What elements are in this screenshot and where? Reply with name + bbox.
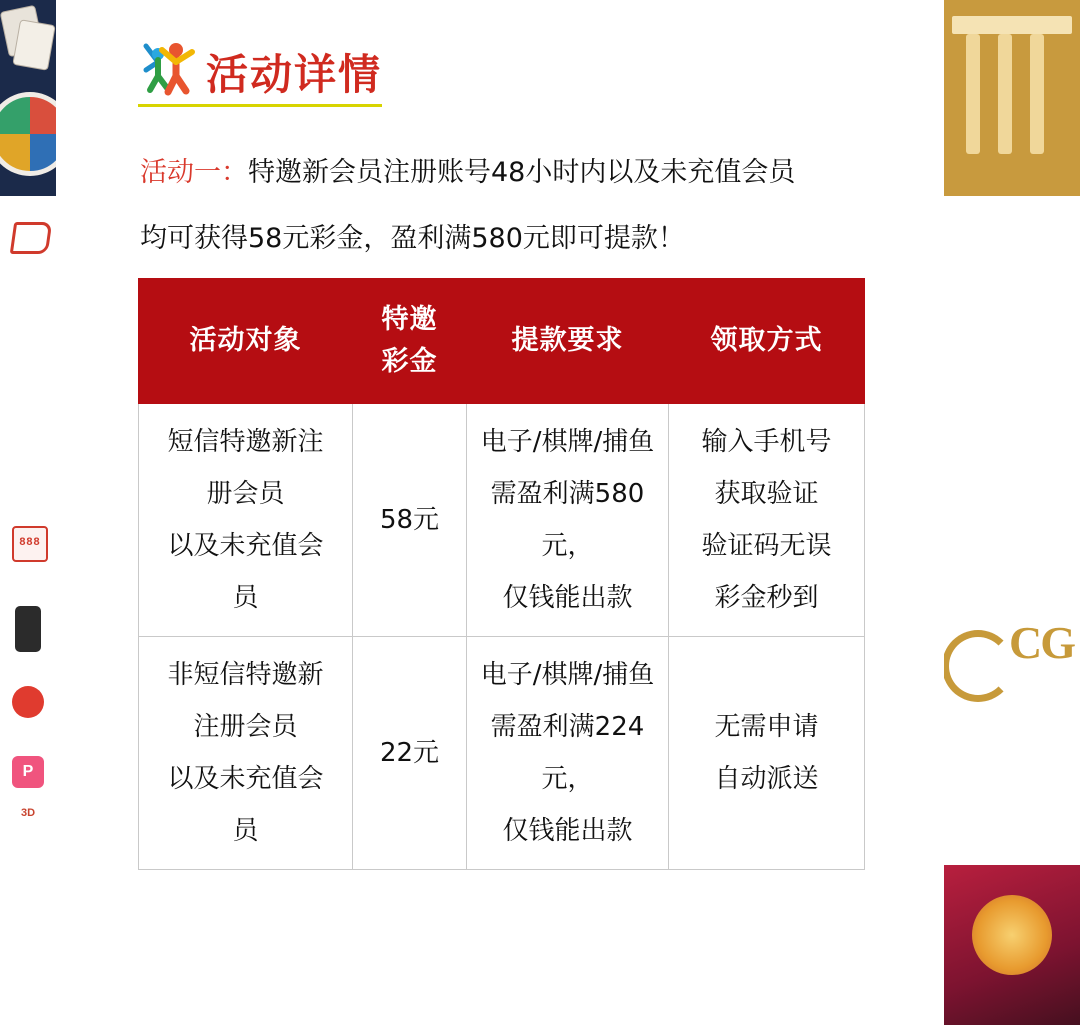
- cell-bonus: 58元: [353, 404, 467, 637]
- slot-machine-icon[interactable]: 888: [12, 526, 48, 562]
- roulette-wheel-icon: [0, 92, 56, 176]
- cell-requirement-line: 电子/棋牌/捕鱼: [480, 660, 655, 690]
- cell-object-line: 员: [232, 816, 259, 846]
- cell-requirement-line: 仅钱能出款: [502, 583, 633, 613]
- left-rail-banner: [0, 0, 56, 196]
- table-header-row: [139, 279, 865, 404]
- 3d-label-icon[interactable]: 3D: [20, 807, 36, 819]
- page-header: [138, 36, 382, 107]
- table-row: [139, 637, 865, 870]
- playing-card-icon: [12, 19, 55, 71]
- right-rail-banner: [944, 0, 1080, 196]
- activity-lead-line-2: 均可获得58元彩金，盈利满580元即可提款！: [140, 223, 685, 254]
- cell-requirement-line: 需盈利满224元，: [490, 712, 645, 794]
- table-row: [139, 404, 865, 637]
- building-pillar-icon: [998, 34, 1012, 154]
- building-roof-icon: [952, 16, 1072, 34]
- megaphone-icon[interactable]: [10, 222, 52, 254]
- cell-object-line: 以及未充值会: [167, 531, 324, 561]
- table-header-bonus-line-2: 彩金: [381, 346, 438, 377]
- activity-tag: 活动一：: [140, 157, 248, 188]
- celebration-people-icon: [138, 36, 200, 98]
- cell-method-line: 验证码无误: [701, 531, 832, 561]
- left-rail: [0, 0, 56, 1025]
- cell-bonus: 22元: [353, 637, 467, 870]
- phone-icon[interactable]: [15, 606, 41, 652]
- page-title: 活动详情: [206, 50, 383, 99]
- cell-object-line: 短信特邀新注: [167, 427, 324, 457]
- cell-method-line: 自动派送: [714, 764, 819, 794]
- cell-requirement: [467, 404, 669, 637]
- cell-object-line: 非短信特邀新: [167, 660, 324, 690]
- cell-object-line: 册会员: [206, 479, 285, 509]
- cell-method: [669, 404, 865, 637]
- cell-object-line: 员: [232, 583, 259, 613]
- activity-lead-text: [140, 140, 940, 272]
- poster-sun-icon: [972, 895, 1052, 975]
- cell-requirement-line: 仅钱能出款: [502, 816, 633, 846]
- brand-ring-icon: [944, 630, 1014, 702]
- right-rail: [944, 0, 1080, 1025]
- cell-method-line: 输入手机号: [701, 427, 832, 457]
- table-header-requirement: 提款要求: [467, 279, 669, 404]
- cell-method-line: 彩金秒到: [714, 583, 819, 613]
- cell-object-line: 注册会员: [193, 712, 298, 742]
- cell-method-line: 获取验证: [714, 479, 819, 509]
- cell-requirement-line: 需盈利满580元，: [490, 479, 645, 561]
- table-header-bonus-line-1: 特邀: [381, 304, 438, 335]
- cell-requirement-line: 电子/棋牌/捕鱼: [480, 427, 655, 457]
- cell-object-line: 以及未充值会: [167, 764, 324, 794]
- promo-poster: [944, 865, 1080, 1025]
- table-header-method: 领取方式: [669, 279, 865, 404]
- cell-object: [139, 637, 353, 870]
- activity-detail-card: [56, 0, 944, 1025]
- pink-square-icon[interactable]: P: [12, 756, 44, 788]
- brand-logo: CG: [1009, 617, 1074, 668]
- building-pillar-icon: [1030, 34, 1044, 154]
- activity-table: [138, 278, 865, 870]
- cell-requirement: [467, 637, 669, 870]
- red-circle-icon[interactable]: [12, 686, 44, 718]
- table-header-bonus: [353, 279, 467, 404]
- activity-lead-line-1: 特邀新会员注册账号48小时内以及未充值会员: [248, 157, 796, 188]
- cell-method-line: 无需申请: [714, 712, 819, 742]
- table-header-object: 活动对象: [139, 279, 353, 404]
- cell-object: [139, 404, 353, 637]
- cell-method: [669, 637, 865, 870]
- building-pillar-icon: [966, 34, 980, 154]
- left-rail-icon-list: [0, 196, 56, 1025]
